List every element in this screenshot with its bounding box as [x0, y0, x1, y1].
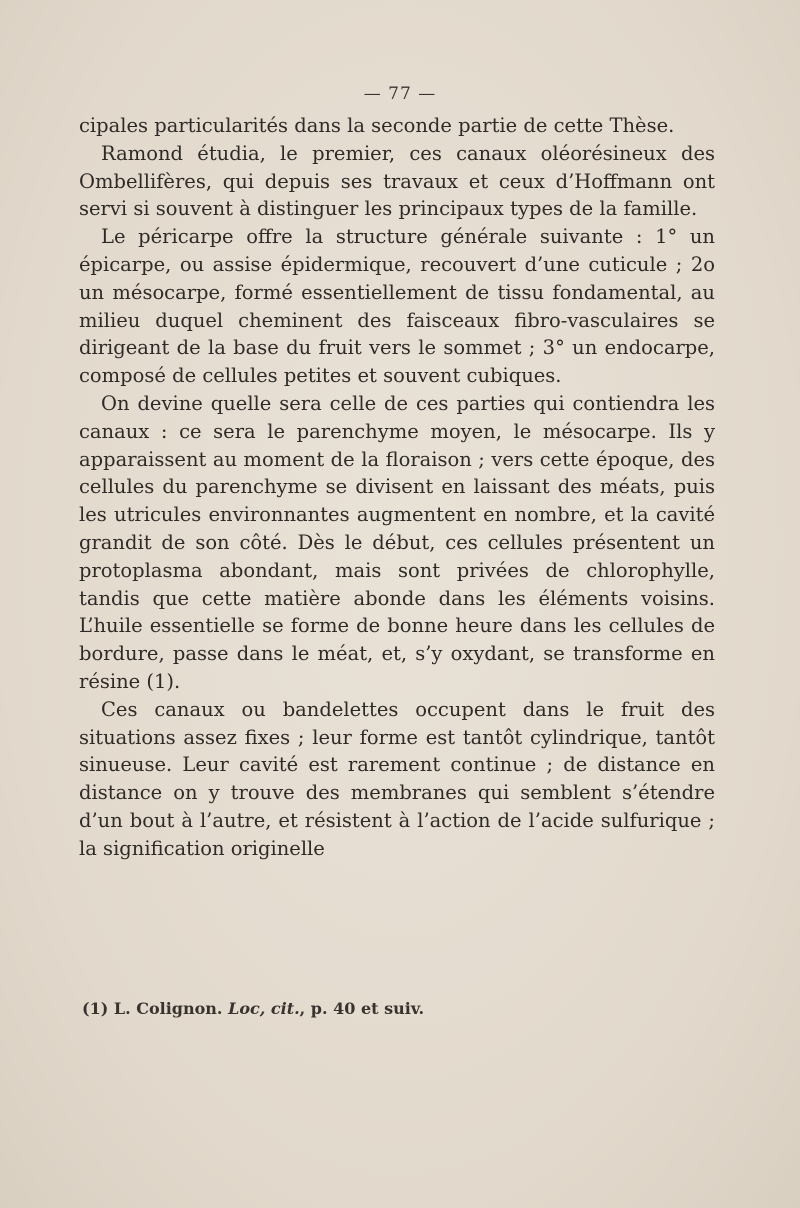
paragraph-4: On devine quelle sera celle de ces parties qui contiendra les canaux : ce sera le parenchyme moyen, le mésocarpe. Ils y apparaissent au moment de la floraison ; vers cette époque, des cellules du parenchyme se divisent en laissant des méats, puis les utricules environnantes augmentent en nombre, et la cavité grandit de son côté. Dès le début, ces cellules présentent un protoplasma abondant, mais sont privées de chlorophylle, tandis que cette matière abonde dans les éléments voisins. L’huile essentielle se forme de bonne heure dans les cellules de bordure, passe dans le méat, et, s’y oxydant, se transforme en résine (1).	[79, 391, 715, 693]
paragraph-2: Ramond étudia, le premier, ces canaux oléorésineux des Ombellifères, qui depuis ses travaux et ceux d’Hoffmann ont servi si souvent à distinguer les principaux types de la famille.	[79, 141, 715, 221]
footnote-prefix: (1) L. Colignon.	[82, 999, 229, 1018]
footnote-citation: Loc, cit.	[228, 999, 300, 1018]
footnote	[82, 998, 712, 1020]
paragraph-5: Ces canaux ou bandelettes occupent dans le fruit des situations assez fixes ; leur forme est tantôt cylindrique, tantôt sinueuse. Leur cavité est rarement continue ; de distance en distance on y trouve des membranes qui semblent s’étendre d’un bout à l’autre, et résistent à l’action de l’acide sulfurique ; la signification originelle	[79, 697, 715, 860]
paragraph-1: cipales particularités dans la seconde partie de cette Thèse.	[79, 114, 675, 137]
body-text	[79, 112, 715, 863]
footnote-suffix: , p. 40 et suiv.	[299, 999, 425, 1018]
paragraph-3: Le péricarpe offre la structure générale suivante : 1° un épicarpe, ou assise épidermique, recouvert d’une cuticule ; 2o un mésocarpe, formé essentiellement de tissu fondamental, au milieu duquel cheminent des faisceaux fibro-vasculaires se dirigeant de la base du fruit vers le sommet ; 3° un endocarpe, composé de cellules petites et souvent cubiques.	[79, 225, 715, 388]
page-number: — 77 —	[363, 84, 437, 104]
